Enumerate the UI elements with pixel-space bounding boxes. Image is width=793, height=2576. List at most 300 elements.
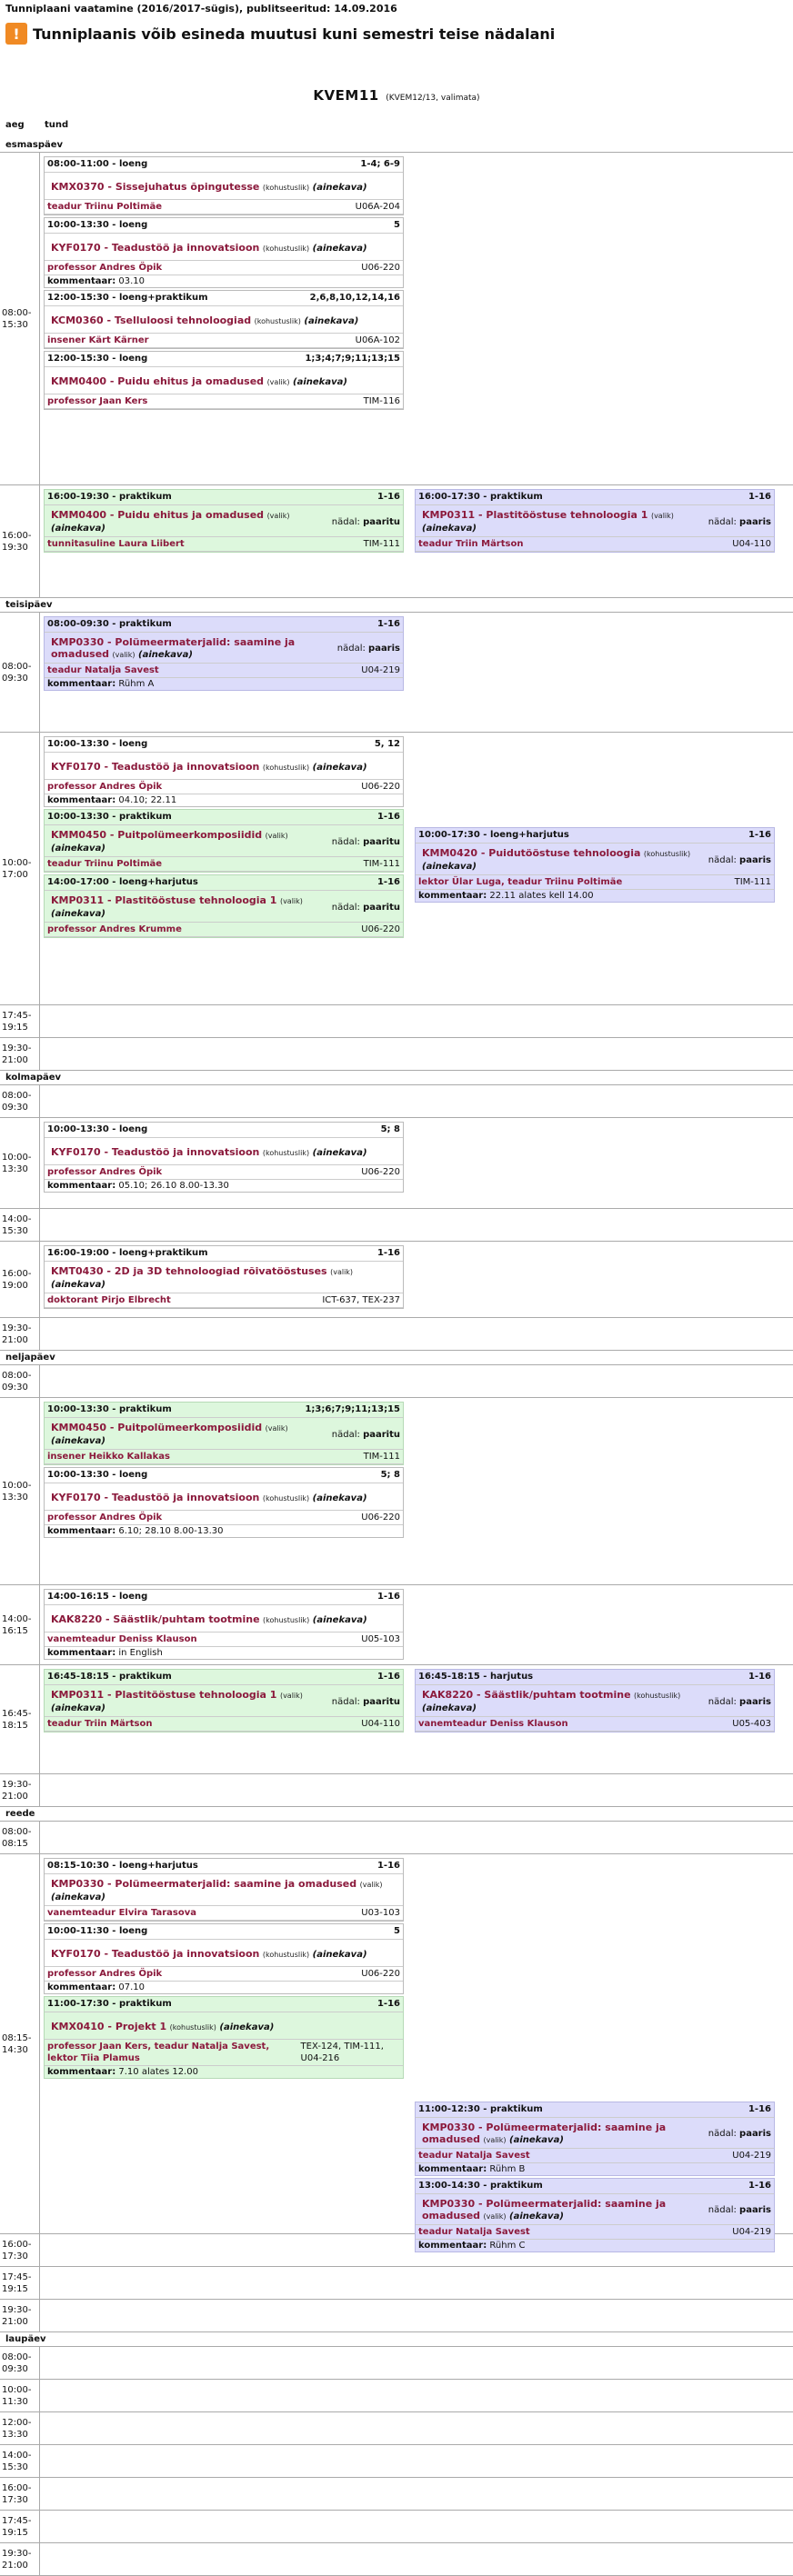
subject-title[interactable]: Teadustöö ja innovatsioon: [111, 241, 260, 254]
subject-title[interactable]: Plastitööstuse tehnoloogia 1: [115, 1689, 277, 1701]
subject-requirement: (valik): [650, 512, 674, 520]
lesson-card[interactable]: [44, 1923, 404, 1994]
lesson-weeks: 1-16: [376, 1999, 400, 2009]
time-slot-row: [0, 1038, 793, 1071]
time-slot-content: [40, 733, 793, 1004]
subject-title[interactable]: Puidutööstuse tehnoloogia: [488, 847, 641, 859]
lesson-comment: [45, 794, 403, 806]
lesson-weeks: 5: [394, 1926, 400, 1936]
subject-requirement: (valik): [483, 2212, 507, 2221]
lesson-type: loeng+harjutus: [118, 1861, 198, 1871]
subject-code[interactable]: KMP0311: [51, 894, 105, 906]
time-slot-row: [0, 733, 793, 1005]
subject-link[interactable]: KAK8220 - Säästlik/puhtam tootmine: [51, 1612, 260, 1625]
subject-name: [51, 1948, 400, 1961]
teacher-name[interactable]: professor Andres Öpik: [47, 1513, 163, 1523]
syllabus-link[interactable]: (ainekava): [51, 1703, 105, 1713]
subject-link[interactable]: KYF0170 - Teadustöö ja innovatsioon: [51, 1491, 260, 1503]
room-code: TIM-116: [363, 396, 400, 406]
time-slot-content: [40, 1318, 793, 1350]
teacher-name[interactable]: professor Andres Öpik: [47, 782, 163, 792]
lesson-column: [44, 1122, 404, 1193]
teacher-name[interactable]: vanemteadur Elvira Tarasova: [47, 1908, 197, 1918]
lesson-weeks: 1-16: [376, 492, 400, 502]
week-parity-value: paaris: [739, 854, 771, 865]
syllabus-link[interactable]: (ainekava): [138, 650, 193, 660]
subject-code[interactable]: KYF0170: [51, 241, 101, 254]
subject-code[interactable]: KMX0410: [51, 2020, 105, 2032]
lesson-weeks: 5, 12: [374, 739, 400, 749]
week-parity-value: paaritu: [363, 836, 400, 847]
room-code: TIM-111: [734, 877, 771, 887]
teacher-name[interactable]: professor Andres Öpik: [47, 1969, 163, 1979]
lesson-header: [45, 1403, 403, 1418]
day-label: kolmapäev: [0, 1071, 793, 1085]
lesson-time: 10:00-11:30 -: [47, 1926, 116, 1936]
room-code: U06-220: [361, 263, 400, 273]
lesson-card[interactable]: [44, 1122, 404, 1193]
lesson-column: [415, 736, 775, 938]
teacher-name[interactable]: vanemteadur Deniss Klauson: [418, 1719, 568, 1729]
subject-name: [51, 1878, 400, 1903]
lesson-card[interactable]: [415, 1669, 775, 1732]
column-header-lesson: tund: [45, 120, 69, 130]
exclamation-icon: !: [5, 23, 27, 45]
syllabus-link[interactable]: (ainekava): [312, 762, 367, 773]
lesson-time-type: [47, 220, 147, 231]
time-slot-row: [0, 2234, 793, 2267]
lesson-card[interactable]: [44, 874, 404, 938]
time-slot-label: 19:30- 21:00: [0, 1318, 40, 1350]
subject-code[interactable]: KMP0311: [51, 1689, 105, 1701]
syllabus-link[interactable]: (ainekava): [51, 909, 105, 919]
subject-title[interactable]: Puitpolümeerkomposiidid: [117, 829, 263, 841]
teacher-name[interactable]: professor Jaan Kers, teadur Natalja Savest, lektor Tiia Plamus: [47, 2042, 270, 2063]
subject-code[interactable]: KMM0450: [51, 1422, 107, 1433]
subject-code[interactable]: KMM0450: [51, 829, 107, 841]
subject-title[interactable]: Polümeermaterjalid: saamine ja omadused: [51, 636, 296, 660]
lesson-time: 16:00-19:30 -: [47, 492, 116, 502]
lesson-card[interactable]: [44, 736, 404, 807]
subject-title[interactable]: Projekt 1: [115, 2020, 167, 2032]
subject-link[interactable]: KYF0170 - Teadustöö ja innovatsioon: [51, 760, 260, 773]
subject-name: [422, 509, 703, 534]
time-slot-row: [0, 2347, 793, 2380]
subject-link[interactable]: KMP0330 - Polümeermaterjalid: saamine ja omadused: [422, 2198, 667, 2222]
subject-requirement: (valik): [359, 1881, 383, 1889]
subject-link[interactable]: KMP0311 - Plastitööstuse tehnoloogia 1: [422, 509, 648, 521]
subject-requirement: (kohustuslik): [643, 850, 691, 858]
teacher-name[interactable]: doktorant Pirjo Elbrecht: [47, 1295, 171, 1305]
comment-label: kommentaar:: [47, 276, 116, 286]
lesson-type: loeng: [118, 1926, 148, 1936]
time-slot-label: 10:00- 11:30: [0, 2380, 40, 2411]
subject-name: [51, 181, 400, 194]
subject-code[interactable]: KYF0170: [51, 1947, 101, 1960]
time-slot-label: 08:00- 08:15: [0, 1822, 40, 1853]
subject-code[interactable]: KYF0170: [51, 1491, 101, 1503]
lesson-weeks: 1-16: [748, 2181, 771, 2191]
lesson-card[interactable]: [415, 827, 775, 903]
lesson-time-type: [47, 1124, 147, 1135]
lesson-card[interactable]: [415, 2102, 775, 2176]
time-slot-content: [40, 1854, 793, 2251]
lesson-column: [44, 1669, 404, 1732]
subject-link[interactable]: KAK8220 - Säästlik/puhtam tootmine: [422, 1689, 631, 1701]
time-slot-content: [40, 2412, 793, 2444]
week-parity-value: paaris: [739, 516, 771, 527]
lesson-header: [45, 617, 403, 633]
time-slot-content: [40, 2543, 793, 2575]
syllabus-link[interactable]: (ainekava): [422, 862, 477, 872]
subject-link[interactable]: KMM0450 - Puitpolümeerkomposiidid: [51, 829, 263, 841]
lesson-columns: [40, 1665, 793, 1736]
subject-name: [51, 1492, 400, 1504]
syllabus-link[interactable]: (ainekava): [312, 243, 367, 254]
room-code: ICT-637, TEX-237: [322, 1295, 400, 1305]
subject-title[interactable]: Polümeermaterjalid: saamine ja omadused: [422, 2122, 667, 2145]
syllabus-link[interactable]: (ainekava): [312, 1949, 367, 1960]
subject-link[interactable]: KMM0420 - Puidutööstuse tehnoloogia: [422, 847, 641, 859]
lesson-card[interactable]: [44, 1669, 404, 1732]
subject-link[interactable]: KMM0450 - Puitpolümeerkomposiidid: [51, 1422, 263, 1433]
week-label: nädal:: [331, 516, 360, 527]
time-slot-label: 16:00- 19:00: [0, 1242, 40, 1317]
lesson-subject: [45, 1262, 403, 1293]
lesson-time: 08:15-10:30 -: [47, 1861, 116, 1871]
subject-link[interactable]: KMP0330 - Polümeermaterjalid: saamine ja omadused: [51, 1878, 357, 1890]
time-slot-row: [0, 1665, 793, 1774]
subject-link[interactable]: KYF0170 - Teadustöö ja innovatsioon: [51, 1145, 260, 1158]
time-slot-label: 08:00- 09:30: [0, 1365, 40, 1397]
teacher-name[interactable]: teadur Natalja Savest: [47, 665, 159, 675]
lesson-card[interactable]: [44, 1858, 404, 1922]
comment-label: kommentaar:: [47, 1648, 116, 1658]
room-code: U06-220: [361, 924, 400, 934]
week-parity: [332, 1430, 400, 1440]
subject-name: [51, 1422, 326, 1447]
teacher-name[interactable]: lektor Ülar Luga, teadur Triinu Poltimäe: [418, 877, 623, 887]
subject-title[interactable]: Puitpolümeerkomposiidid: [117, 1422, 263, 1433]
lesson-time-type: [47, 1861, 198, 1872]
teacher-name[interactable]: professor Andres Öpik: [47, 1167, 163, 1177]
lesson-card[interactable]: [44, 351, 404, 410]
lesson-teacher-room: [45, 780, 403, 794]
lesson-subject: [45, 1483, 403, 1511]
subject-title[interactable]: Teadustöö ja innovatsioon: [111, 760, 260, 773]
lesson-card[interactable]: [44, 156, 404, 215]
lesson-time: 13:00-14:30 -: [418, 2181, 487, 2191]
lesson-type: loeng+harjutus: [489, 830, 569, 840]
time-slot-row: [0, 1365, 793, 1398]
subject-code[interactable]: KMM0400: [51, 374, 107, 387]
day-label: laupäev: [0, 2332, 793, 2347]
subject-link[interactable]: KCM0360 - Tselluloosi tehnoloogiad: [51, 314, 252, 326]
teacher-name[interactable]: tunnitasuline Laura Liibert: [47, 539, 185, 549]
room-code: U04-110: [361, 1719, 400, 1729]
subject-name: [51, 829, 326, 854]
syllabus-link[interactable]: (ainekava): [312, 1147, 367, 1158]
lesson-teacher-room: [45, 857, 403, 872]
subject-title[interactable]: Plastitööstuse tehnoloogia 1: [115, 894, 277, 906]
subject-link[interactable]: KMX0410 - Projekt 1: [51, 2020, 167, 2032]
subject-title[interactable]: Teadustöö ja innovatsioon: [111, 1947, 260, 1960]
room-code: U06-220: [361, 1969, 400, 1979]
time-slot-content: [40, 2445, 793, 2477]
lesson-weeks: 1-16: [376, 1248, 400, 1258]
subject-code[interactable]: KAK8220: [51, 1612, 103, 1625]
lesson-column: [44, 736, 404, 938]
room-code: U04-219: [732, 2227, 771, 2237]
lesson-card[interactable]: [44, 1996, 404, 2079]
room-code: U04-219: [732, 2151, 771, 2161]
syllabus-link[interactable]: (ainekava): [312, 182, 367, 193]
time-slot-content: [40, 1038, 793, 1070]
lesson-card[interactable]: [415, 489, 775, 553]
lesson-card[interactable]: [44, 290, 404, 349]
time-slot-content: [40, 2511, 793, 2542]
time-slot-row: [0, 2412, 793, 2445]
syllabus-link[interactable]: (ainekava): [509, 2135, 564, 2145]
lesson-subject: [416, 505, 774, 537]
week-label: nädal:: [331, 1696, 360, 1707]
subject-link[interactable]: KMX0370 - Sissejuhatus õpingutesse: [51, 180, 260, 193]
lesson-comment: [45, 678, 403, 690]
lesson-header: [45, 1123, 403, 1138]
lesson-weeks: 1-16: [748, 1672, 771, 1682]
comment-text: in English: [118, 1648, 163, 1658]
time-slot-label: 16:45- 18:15: [0, 1665, 40, 1773]
lesson-time-type: [47, 1592, 147, 1603]
teacher-name[interactable]: professor Andres Öpik: [47, 263, 163, 273]
teacher-name[interactable]: insener Kärt Kärner: [47, 335, 149, 345]
comment-text: 05.10; 26.10 8.00-13.30: [118, 1181, 229, 1191]
lesson-subject: [45, 367, 403, 394]
lesson-teacher-room: [45, 1717, 403, 1732]
subject-code[interactable]: KMP0330: [422, 2198, 476, 2210]
time-slot-content: [40, 1774, 793, 1806]
subject-code[interactable]: KMX0370: [51, 180, 105, 193]
lesson-header: [416, 490, 774, 505]
week-parity-value: paaris: [739, 1696, 771, 1707]
time-slot-label: 17:45- 19:15: [0, 2267, 40, 2299]
subject-requirement: (kohustuslik): [262, 1493, 310, 1503]
comment-text: 22.11 alates kell 14.00: [489, 891, 594, 901]
week-parity: [708, 517, 771, 527]
lesson-card[interactable]: [44, 616, 404, 691]
subject-title[interactable]: Polümeermaterjalid: saamine ja omadused: [115, 1878, 357, 1890]
time-slot-content: [40, 485, 793, 597]
time-slot-content: [40, 1242, 793, 1317]
lesson-column: [415, 489, 775, 553]
subject-name: [422, 2198, 703, 2222]
time-slot-row: [0, 2380, 793, 2412]
week-parity-value: paaris: [739, 2205, 771, 2215]
subject-code[interactable]: KMT0430: [51, 1265, 104, 1277]
time-slot-label: 10:00- 13:30: [0, 1118, 40, 1208]
subject-name: [422, 847, 703, 873]
lesson-time-type: [47, 1672, 172, 1682]
page-header: Tunniplaani vaatamine (2016/2017-sügis), publitseeritud: 14.09.2016: [5, 3, 397, 15]
teacher-name[interactable]: teadur Triin Märtson: [47, 1719, 153, 1729]
syllabus-link[interactable]: (ainekava): [312, 1614, 367, 1625]
lesson-time: 08:00-09:30 -: [47, 619, 116, 629]
subject-link[interactable]: KYF0170 - Teadustöö ja innovatsioon: [51, 1947, 260, 1960]
lesson-column: [44, 1589, 404, 1660]
subject-link[interactable]: KMP0330 - Polümeermaterjalid: saamine ja omadused: [422, 2122, 667, 2145]
subject-title[interactable]: Puidu ehitus ja omadused: [117, 509, 265, 521]
lesson-subject: [416, 2118, 774, 2149]
syllabus-link[interactable]: (ainekava): [304, 315, 359, 326]
teacher-name[interactable]: teadur Triinu Poltimäe: [47, 859, 163, 869]
syllabus-link[interactable]: (ainekava): [51, 844, 105, 854]
week-parity-value: paaris: [739, 2129, 771, 2139]
lesson-header: [45, 1246, 403, 1262]
subject-requirement: (kohustuslik): [634, 1692, 681, 1700]
subject-code[interactable]: KYF0170: [51, 760, 101, 773]
lesson-time-type: [47, 354, 147, 364]
lesson-weeks: 5; 8: [380, 1470, 400, 1480]
subject-link[interactable]: KMP0311 - Plastitööstuse tehnoloogia 1: [51, 1689, 277, 1701]
subject-code[interactable]: KMM0400: [51, 509, 107, 521]
teacher-name[interactable]: professor Jaan Kers: [47, 396, 148, 406]
lesson-teacher-room: [416, 875, 774, 890]
lesson-type: loeng+praktikum: [118, 1248, 208, 1258]
subject-title[interactable]: 2D ja 3D tehnoloogiad rõivatööstuses: [114, 1265, 327, 1277]
subject-code[interactable]: KMP0330: [51, 636, 105, 648]
comment-text: Rühm B: [489, 2164, 526, 2174]
lesson-card[interactable]: [44, 1589, 404, 1660]
comment-label: kommentaar:: [418, 891, 487, 901]
subject-code[interactable]: KYF0170: [51, 1145, 101, 1158]
subject-code[interactable]: KCM0360: [51, 314, 104, 326]
comment-label: kommentaar:: [47, 1181, 116, 1191]
time-slot-row: [0, 1822, 793, 1854]
lesson-comment: [45, 1525, 403, 1537]
subject-title[interactable]: Tselluloosi tehnoloogiad: [114, 314, 252, 326]
syllabus-link[interactable]: (ainekava): [422, 1703, 477, 1713]
time-slot-row: [0, 1118, 793, 1209]
subject-link[interactable]: KYF0170 - Teadustöö ja innovatsioon: [51, 241, 260, 254]
subject-code[interactable]: KMP0311: [422, 509, 476, 521]
subject-code[interactable]: KMP0330: [51, 1878, 105, 1890]
lesson-weeks: 1-16: [748, 492, 771, 502]
comment-label: kommentaar:: [47, 1982, 116, 1992]
time-slot-content: [40, 2478, 793, 2510]
subject-name: [51, 315, 400, 327]
lesson-comment: [416, 890, 774, 902]
subject-title[interactable]: Teadustöö ja innovatsioon: [111, 1145, 260, 1158]
subject-code[interactable]: KMM0420: [422, 847, 478, 859]
lesson-header: [45, 1997, 403, 2012]
time-slot-label: 12:00- 13:30: [0, 2412, 40, 2444]
lesson-card[interactable]: [44, 217, 404, 288]
teacher-name[interactable]: insener Heikko Kallakas: [47, 1452, 171, 1462]
subject-name: [51, 1689, 326, 1714]
lesson-weeks: 1-16: [376, 1672, 400, 1682]
lesson-card[interactable]: [44, 1467, 404, 1538]
lesson-column: [415, 1669, 775, 1732]
subject-link[interactable]: KMT0430 - 2D ja 3D tehnoloogiad rõivatööstuses: [51, 1265, 327, 1277]
comment-label: kommentaar:: [47, 1526, 116, 1536]
lesson-subject: [45, 891, 403, 923]
subject-requirement: (valik): [279, 897, 303, 905]
time-slot-content: [40, 2267, 793, 2299]
lesson-column: [44, 616, 404, 691]
lesson-card[interactable]: [44, 809, 404, 873]
time-slot-row: [0, 2445, 793, 2478]
schedule-table: [0, 138, 793, 2576]
lesson-subject: [45, 2012, 403, 2040]
time-slot-row: [0, 1242, 793, 1318]
comment-label: kommentaar:: [418, 2164, 487, 2174]
lesson-time-type: [418, 492, 543, 503]
column-header-time: aeg: [5, 120, 25, 130]
lesson-subject: [45, 1685, 403, 1717]
subject-title[interactable]: Sissejuhatus õpingutesse: [115, 180, 260, 193]
comment-text: Rühm C: [489, 2241, 526, 2251]
week-parity-value: paaritu: [363, 1696, 400, 1707]
syllabus-link[interactable]: (ainekava): [509, 2212, 564, 2222]
subject-link[interactable]: KMP0311 - Plastitööstuse tehnoloogia 1: [51, 894, 277, 906]
lesson-card[interactable]: [44, 1402, 404, 1465]
room-code: TIM-111: [363, 539, 400, 549]
lesson-card[interactable]: [44, 1245, 404, 1309]
subject-link[interactable]: KMM0400 - Puidu ehitus ja omadused: [51, 374, 265, 387]
time-slot-content: [40, 1398, 793, 1584]
lesson-card[interactable]: [44, 489, 404, 553]
subject-link[interactable]: KMM0400 - Puidu ehitus ja omadused: [51, 509, 265, 521]
time-slot-content: [40, 153, 793, 484]
subject-code[interactable]: KAK8220: [422, 1689, 474, 1701]
subject-title[interactable]: Säästlik/puhtam tootmine: [484, 1689, 631, 1701]
teacher-name[interactable]: teadur Triin Märtson: [418, 539, 524, 549]
lesson-subject: [45, 825, 403, 857]
syllabus-link[interactable]: (ainekava): [312, 1493, 367, 1503]
lesson-time: 16:45-18:15 -: [47, 1672, 116, 1682]
teacher-name[interactable]: teadur Natalja Savest: [418, 2151, 530, 2161]
room-code: U05-103: [361, 1634, 400, 1644]
subject-name: [51, 894, 326, 920]
subject-name: [51, 636, 332, 661]
syllabus-link[interactable]: (ainekava): [51, 1280, 105, 1290]
syllabus-link[interactable]: (ainekava): [422, 524, 477, 534]
syllabus-link[interactable]: (ainekava): [293, 376, 347, 387]
syllabus-link[interactable]: (ainekava): [51, 524, 105, 534]
time-slot-label: 17:45- 19:15: [0, 1005, 40, 1037]
teacher-name[interactable]: professor Andres Krumme: [47, 924, 182, 934]
comment-text: 03.10: [118, 276, 146, 286]
week-label: nädal:: [336, 644, 366, 654]
subject-title[interactable]: Polümeermaterjalid: saamine ja omadused: [422, 2198, 667, 2222]
teacher-name[interactable]: teadur Natalja Savest: [418, 2227, 530, 2237]
syllabus-link[interactable]: (ainekava): [51, 1436, 105, 1446]
subject-title[interactable]: Teadustöö ja innovatsioon: [111, 1491, 260, 1503]
time-slot-content: [40, 1209, 793, 1241]
lesson-type: praktikum: [118, 1672, 172, 1682]
subject-code[interactable]: KMP0330: [422, 2122, 476, 2133]
subject-title[interactable]: Puidu ehitus ja omadused: [117, 374, 265, 387]
syllabus-link[interactable]: (ainekava): [51, 1892, 105, 1902]
teacher-name[interactable]: vanemteadur Deniss Klauson: [47, 1634, 197, 1644]
teacher-name[interactable]: teadur Triinu Poltimäe: [47, 202, 163, 212]
syllabus-link[interactable]: (ainekava): [219, 2022, 275, 2032]
subject-title[interactable]: Plastitööstuse tehnoloogia 1: [486, 509, 648, 521]
subject-title[interactable]: Säästlik/puhtam tootmine: [113, 1612, 260, 1625]
lesson-weeks: 5: [394, 220, 400, 230]
lesson-columns: [40, 1585, 793, 1663]
subject-link[interactable]: KMP0330 - Polümeermaterjalid: saamine ja omadused: [51, 636, 296, 660]
